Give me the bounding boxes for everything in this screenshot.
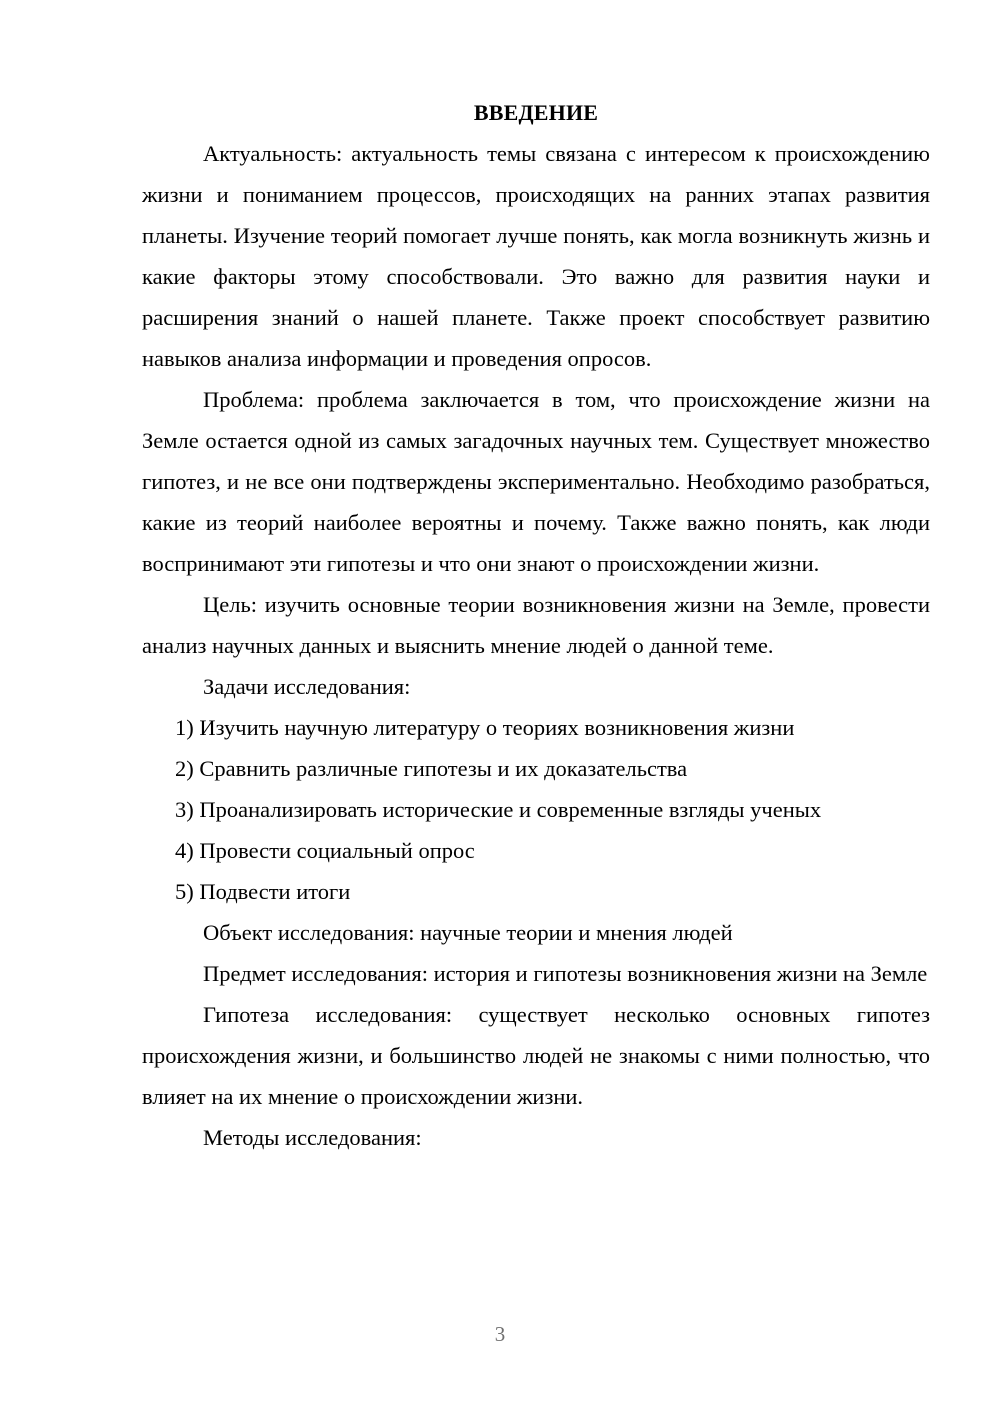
page-title: ВВЕДЕНИЕ: [473, 100, 599, 125]
paragraph-hypothesis: Гипотеза исследования: существует несколько основных гипотез происхождения жизни, и большинство людей не знакомы с ними полностью, что влияет на их мнение о происхождении жизни.: [142, 1002, 930, 1109]
tasks-heading: Задачи исследования:: [203, 674, 411, 699]
methods-heading: Методы исследования:: [203, 1125, 422, 1150]
list-item: 2) Сравнить различные гипотезы и их доказательства: [175, 756, 688, 781]
list-item: 4) Провести социальный опрос: [175, 838, 475, 863]
tasks-list: [142, 707, 930, 912]
paragraph-problem: Проблема: проблема заключается в том, что происхождение жизни на Земле остается одной из самых загадочных научных тем. Существует множество гипотез, и не все они подтверждены экспериментально. Необходимо разобраться, какие из теорий наиболее вероятны и почему. Также важно понять, как люди воспринимают эти гипотезы и что они знают о происхождении жизни.: [142, 387, 930, 576]
paragraph-subject: Предмет исследования: история и гипотезы возникновения жизни на Земле: [203, 961, 928, 986]
paragraph-relevance: Актуальность: актуальность темы связана с интересом к происхождению жизни и пониманием процессов, происходящих на ранних этапах развития планеты. Изучение теорий помогает лучше понять, как могла возникнуть жизнь и какие факторы этому способствовали. Это важно для развития науки и расширения знаний о нашей планете. Также проект способствует развитию навыков анализа информации и проведения опросов.: [142, 141, 930, 371]
paragraph-object: Объект исследования: научные теории и мнения людей: [203, 920, 733, 945]
document-body: [142, 92, 930, 1158]
list-item: 5) Подвести итоги: [175, 879, 351, 904]
page-number: 3: [494, 1322, 506, 1346]
list-item: 1) Изучить научную литературу о теориях возникновения жизни: [175, 715, 795, 740]
paragraph-goal: Цель: изучить основные теории возникновения жизни на Земле, провести анализ научных данных и выяснить мнение людей о данной теме.: [142, 592, 930, 658]
list-item: 3) Проанализировать исторические и современные взгляды ученых: [175, 797, 822, 822]
